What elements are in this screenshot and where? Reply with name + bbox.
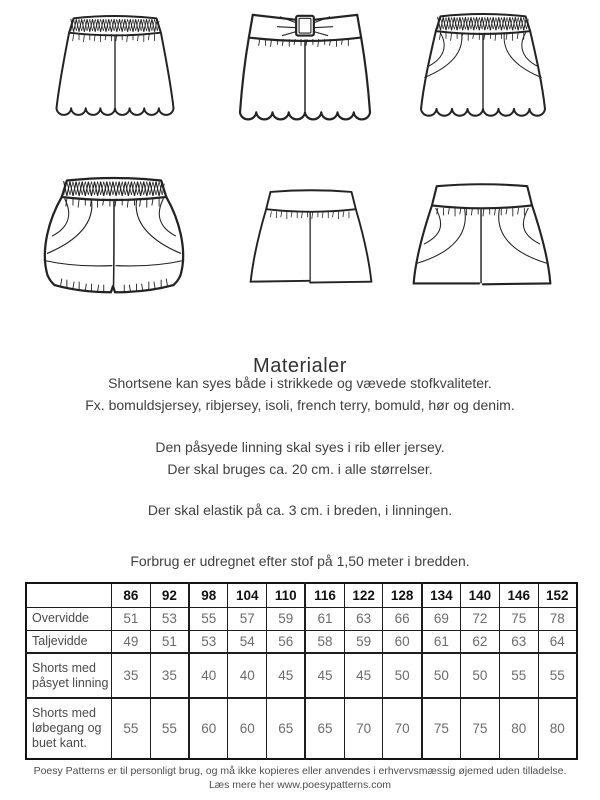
size-header: 104 — [228, 583, 267, 607]
size-header: 152 — [538, 583, 577, 607]
value: 75 — [461, 698, 500, 759]
illustration-shorts-3 — [409, 4, 557, 141]
illustration-shorts-1 — [43, 6, 187, 140]
size-table — [25, 582, 578, 760]
value: 61 — [422, 630, 461, 653]
value: 55 — [538, 653, 577, 698]
size-header: 116 — [305, 583, 344, 607]
value: 65 — [267, 698, 306, 759]
value: 80 — [538, 698, 577, 759]
value: 35 — [150, 653, 189, 698]
waistband-instructions — [0, 437, 600, 480]
size-header: 122 — [344, 583, 383, 607]
size-header: 128 — [383, 583, 422, 607]
corner — [26, 583, 112, 607]
shorts-elastic-waist-pockets-scallop-hem-drawing — [409, 4, 557, 136]
value: 78 — [538, 607, 577, 630]
materials-intro — [0, 373, 600, 416]
size-header: 110 — [267, 583, 306, 607]
value: 62 — [461, 630, 500, 653]
row-label: Overvidde — [26, 607, 112, 630]
value: 55 — [150, 698, 189, 759]
value: 59 — [344, 630, 383, 653]
value: 50 — [461, 653, 500, 698]
value: 72 — [461, 607, 500, 630]
value: 70 — [344, 698, 383, 759]
copyright-notice: Poesy Patterns er til personligt brug, og må ikke kopieres eller anvendes i erhvervsmæssig øjemed uden tilladelse. — [33, 765, 567, 777]
value: 50 — [383, 653, 422, 698]
size-header: 92 — [150, 583, 189, 607]
row-label: Taljevidde — [26, 630, 112, 653]
value: 51 — [112, 607, 151, 630]
value: 63 — [499, 630, 538, 653]
value: 57 — [228, 607, 267, 630]
fabric-usage-note: Forbrug er udregnet efter stof på 1,50 meter i bredden. — [130, 553, 470, 569]
illustration-shorts-2 — [225, 6, 385, 141]
value: 60 — [189, 698, 228, 759]
value: 40 — [189, 653, 228, 698]
shorts-elastic-waist-pockets-curved-hem-drawing — [32, 170, 196, 310]
value: 40 — [228, 653, 267, 698]
value: 65 — [305, 698, 344, 759]
value: 60 — [228, 698, 267, 759]
shorts-sewn-waistband-pockets-drawing — [405, 176, 559, 308]
footer — [0, 764, 600, 792]
value: 45 — [344, 653, 383, 698]
value: 63 — [344, 607, 383, 630]
value: 66 — [383, 607, 422, 630]
waistband-line-2: Der skal bruges ca. 20 cm. i alle størrelser. — [167, 460, 433, 477]
value: 53 — [150, 607, 189, 630]
value: 75 — [422, 698, 461, 759]
shorts-elastic-waist-scallop-hem-drawing — [43, 6, 187, 135]
elastic-line-1: Der skal elastik på ca. 3 cm. i breden, i linningen. — [147, 502, 453, 518]
value: 53 — [189, 630, 228, 653]
value: 59 — [267, 607, 306, 630]
website-url: Læs mere her www.poesypatterns.com — [208, 779, 392, 791]
value: 45 — [305, 653, 344, 698]
illustration-shorts-5 — [242, 178, 380, 311]
value: 64 — [538, 630, 577, 653]
value: 54 — [228, 630, 267, 653]
value: 51 — [150, 630, 189, 653]
size-header: 140 — [461, 583, 500, 607]
intro-line-1: Shortsene kan syes både i strikkede og vævede stofkvaliteter. — [108, 375, 492, 391]
waistband-line-1: Den påsyede linning skal syes i rib eller jersey. — [155, 439, 445, 455]
row-label: Shorts med påsyet linning — [26, 653, 112, 698]
elastic-instructions — [0, 500, 600, 522]
value: 58 — [305, 630, 344, 653]
row-label: Shorts med løbegang og buet kant. — [26, 698, 112, 759]
value: 45 — [267, 653, 306, 698]
value: 75 — [499, 607, 538, 630]
illustration-shorts-6 — [405, 176, 559, 313]
value: 69 — [422, 607, 461, 630]
value: 56 — [267, 630, 306, 653]
size-table-wrapper — [25, 582, 578, 760]
intro-line-2: Fx. bomuldsjersey, ribjersey, isoli, french terry, bomuld, hør og denim. — [85, 396, 515, 413]
materials-title: Materialer — [253, 355, 347, 378]
value: 60 — [383, 630, 422, 653]
size-header: 98 — [189, 583, 228, 607]
value: 35 — [112, 653, 151, 698]
illustration-shorts-4 — [32, 170, 196, 315]
value: 55 — [499, 653, 538, 698]
value: 55 — [189, 607, 228, 630]
value: 70 — [383, 698, 422, 759]
size-header: 146 — [499, 583, 538, 607]
size-header: 134 — [422, 583, 461, 607]
value: 61 — [305, 607, 344, 630]
shorts-tie-belt-scallop-hem-drawing — [225, 6, 385, 136]
value: 50 — [422, 653, 461, 698]
shorts-sewn-waistband-plain-drawing — [242, 178, 380, 306]
value: 80 — [499, 698, 538, 759]
size-header: 86 — [112, 583, 151, 607]
value: 55 — [112, 698, 151, 759]
value: 49 — [112, 630, 151, 653]
